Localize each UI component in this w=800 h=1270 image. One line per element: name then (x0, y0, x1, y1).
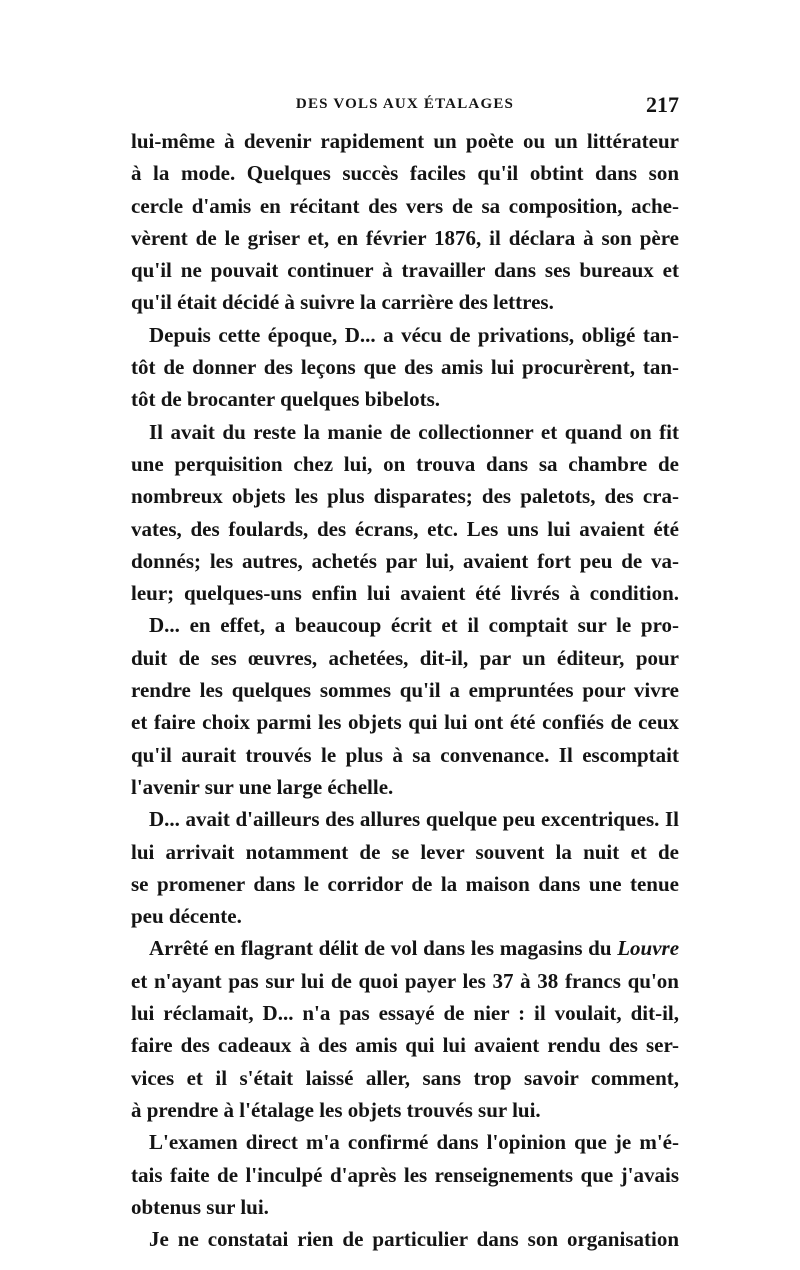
text-line: l'avenir sur une large échelle. (131, 774, 394, 799)
body-text (131, 125, 679, 1255)
text-line: à prendre à l'étalage les objets trouvés sur lui. (131, 1097, 541, 1122)
text-line: vices et il s'était laissé aller, sans trop savoir comment, (131, 1065, 679, 1090)
text-line: leur; quelques-uns enfin lui avaient été livrés à condition. (131, 581, 679, 606)
text-line: D... en effet, a beaucoup écrit et il comptait sur le pro- (149, 613, 679, 638)
text-line: D... avait d'ailleurs des allures quelque peu excentriques. Il (149, 807, 679, 832)
text-line: Depuis cette époque, D... a vécu de privations, obligé tan- (149, 322, 679, 347)
text-line: tais faite de l'inculpé d'après les renseignements que j'avais (131, 1162, 679, 1187)
text-line: qu'il aurait trouvés le plus à sa convenance. Il escomptait (131, 742, 679, 767)
text-line: Il avait du reste la manie de collectionner et quand on fit (149, 419, 679, 444)
text-segment: Arrêté en flagrant délit de vol dans les magasins du (149, 936, 612, 961)
page-number: 217 (646, 92, 679, 117)
text-line: lui réclamait, D... n'a pas essayé de nier : il voulait, dit-il, (131, 1001, 679, 1026)
text-line: L'examen direct m'a confirmé dans l'opinion que je m'é- (149, 1130, 679, 1155)
text-line: lui-même à devenir rapidement un poète ou un littérateur (131, 129, 679, 153)
running-title: DES VOLS AUX ÉTALAGES (295, 96, 515, 112)
text-line: faire des cadeaux à des amis qui lui avaient rendu des ser- (131, 1033, 679, 1058)
text-line: rendre les quelques sommes qu'il a empruntées pour vivre (131, 678, 679, 703)
text-line: qu'il ne pouvait continuer à travailler dans ses bureaux et (131, 258, 679, 283)
text-line: vates, des foulards, des écrans, etc. Les uns lui avaient été (131, 516, 679, 541)
text-line: tôt de brocanter quelques bibelots. (131, 387, 440, 412)
text-line: donnés; les autres, achetés par lui, avaient fort peu de va- (131, 548, 679, 573)
text-line: et faire choix parmi les objets qui lui ont été confiés de ceux (131, 710, 679, 735)
text-line: cercle d'amis en récitant des vers de sa composition, ache- (131, 193, 679, 218)
text-line: qu'il était décidé à suivre la carrière des lettres. (131, 290, 554, 315)
text-line: à la mode. Quelques succès faciles qu'il obtint dans son (131, 161, 679, 186)
text-line (131, 932, 679, 964)
text-line: lui arrivait notamment de se lever souvent la nuit et de (131, 839, 679, 864)
text-line: se promener dans le corridor de la maison dans une tenue (131, 871, 679, 896)
text-line: une perquisition chez lui, on trouva dans sa chambre de (131, 451, 679, 476)
text-line: Je ne constatai rien de particulier dans son organisation (149, 1227, 679, 1252)
text-line: et n'ayant pas sur lui de quoi payer les 37 à 38 francs qu'on (131, 968, 679, 993)
text-line: tôt de donner des leçons que des amis lui procurèrent, tan- (131, 355, 679, 380)
running-head (131, 92, 679, 122)
text-line: nombreux objets les plus disparates; des paletots, des cra- (131, 484, 679, 509)
text-line: duit de ses œuvres, achetées, dit-il, par un éditeur, pour (131, 645, 679, 670)
italic-text: Louvre (617, 936, 679, 961)
text-line: vèrent de le griser et, en février 1876, il déclara à son père (131, 225, 679, 250)
text-line: peu décente. (131, 904, 242, 929)
text-line: obtenus sur lui. (131, 1194, 269, 1219)
